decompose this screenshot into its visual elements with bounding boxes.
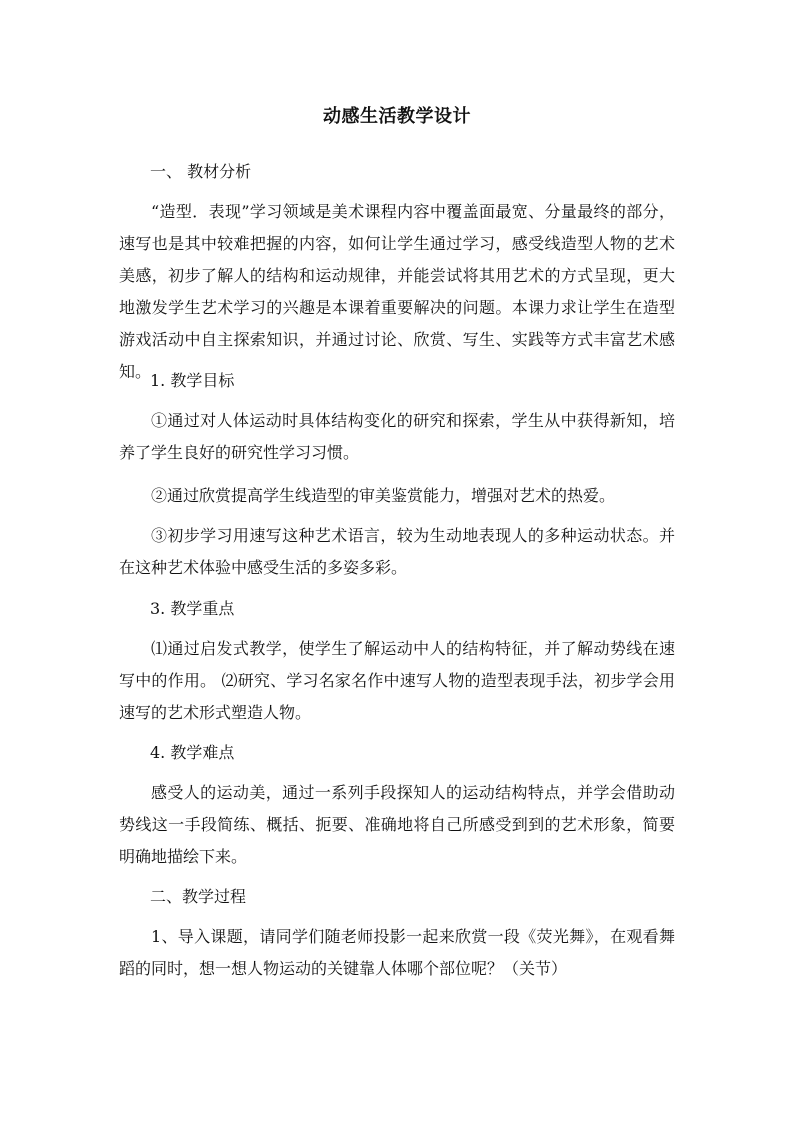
document-title: 动感生活教学设计 (323, 106, 471, 127)
paragraph-process-1: 1、导入课题，请同学们随老师投影一起来欣赏一段《荧光舞》，在观看舞蹈的同时，想一想人物运动的关键靠人体哪个部位呢？（关节） (119, 927, 675, 978)
paragraph-goal-1: ①通过对人体运动时具体结构变化的研究和探索，学生从中获得新知，培养了学生良好的研究性学习习惯。 (119, 411, 675, 462)
section-heading-teaching-process: 二、教学过程 (150, 887, 247, 906)
paragraph-goal-3: ③初步学习用速写这种艺术语言，较为生动地表现人的多种运动状态。并在这种艺术体验中感受生活的多姿多彩。 (119, 526, 675, 577)
paragraph-goal-2: ②通过欣赏提高学生线造型的审美鉴赏能力，增强对艺术的热爱。 (151, 486, 616, 505)
section-heading-textbook-analysis: 一、 教材分析 (150, 162, 252, 181)
section-heading-teaching-goals: 1. 教学目标 (150, 371, 235, 390)
paragraph-textbook-analysis: “造型．表现”学习领域是美术课程内容中覆盖面最宽、分量最终的部分，速写也是其中较难把握的内容，如何让学生通过学习，感受线造型人物的艺术美感，初步了解人的结构和运动规律，并能尝试将其用艺术的方式呈现，更大地激发学生艺术学习的兴趣是本课着重要解决的问题。本课力求让学生在造型游戏活动中自主探索知识，并通过讨论、欣赏、写生、实践等方式丰富艺术感知。 (119, 202, 675, 381)
paragraph-teaching-difficulty: 感受人的运动美，通过一系列手段探知人的运动结构特点，并学会借助动势线这一手段简练、概括、扼要、准确地将自己所感受到到的艺术形象，简要明确地描绘下来。 (119, 783, 675, 866)
section-heading-teaching-focus: 3. 教学重点 (150, 599, 235, 618)
paragraph-teaching-focus: ⑴通过启发式教学，使学生了解运动中人的结构特征，并了解动势线在速写中的作用。 ⑵研究、学习名家名作中速写人物的造型表现手法，初步学会用速写的艺术形式塑造人物。 (119, 639, 675, 722)
section-heading-teaching-difficulty: 4. 教学难点 (150, 743, 235, 762)
